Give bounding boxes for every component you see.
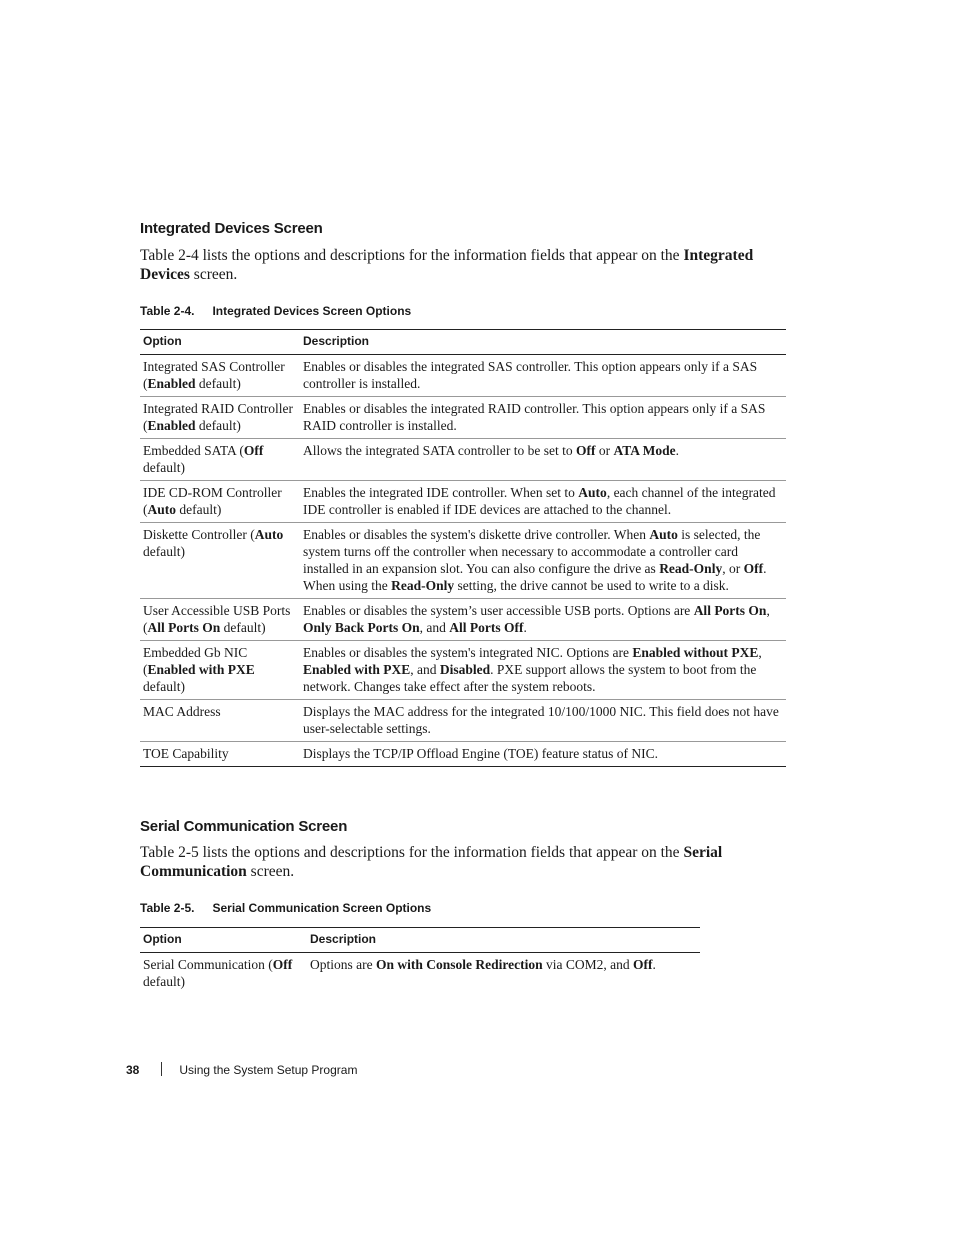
description-cell: Enables or disables the integrated RAID controller. This option appears only if a SAS RAID controller is installed.: [300, 397, 786, 439]
description-cell: Enables or disables the system’s user accessible USB ports. Options are All Ports On, Only Back Ports On, and All Ports Off.: [300, 599, 786, 641]
table-row: [140, 481, 786, 523]
option-cell: User Accessible USB Ports (All Ports On default): [140, 599, 300, 641]
section-heading-integrated-devices: Integrated Devices Screen: [140, 220, 323, 237]
page-footer: [126, 1062, 357, 1077]
section-heading-serial-communication: Serial Communication Screen: [140, 818, 348, 835]
chapter-title: Using the System Setup Program: [179, 1063, 358, 1077]
description-cell: Displays the MAC address for the integrated 10/100/1000 NIC. This field does not have user-selectable settings.: [300, 700, 786, 742]
option-cell: MAC Address: [140, 700, 300, 742]
table-row: [140, 953, 700, 995]
description-cell: Enables or disables the system's integrated NIC. Options are Enabled without PXE, Enabled with PXE, and Disabled. PXE support allows the system to boot from the network. Changes take effect after the system reboots.: [300, 641, 786, 700]
page-number: 38: [126, 1063, 140, 1077]
serial-communication-table: [140, 927, 700, 994]
table-header-row: [140, 330, 786, 355]
section-intro-serial-communication: Table 2-5 lists the options and descriptions for the information fields that appear on the Serial Communication screen.: [140, 844, 723, 880]
table-caption: Table 2-4. Integrated Devices Screen Options: [140, 304, 412, 318]
table-row: [140, 742, 786, 767]
column-header-option: Option: [140, 330, 300, 355]
table-row: [140, 599, 786, 641]
description-cell: Allows the integrated SATA controller to be set to Off or ATA Mode.: [300, 439, 786, 481]
option-cell: TOE Capability: [140, 742, 300, 767]
table-row: [140, 439, 786, 481]
description-cell: Enables or disables the system's diskette drive controller. When Auto is selected, the system turns off the controller when necessary to accommodate a controller card installed in an expansion slot. You can also configure the drive as Read-Only, or Off. When using the Read-Only setting, the drive cannot be used to write to a disk.: [300, 523, 786, 599]
footer-divider: [161, 1062, 162, 1076]
column-header-description: Description: [307, 928, 700, 953]
column-header-description: Description: [300, 330, 786, 355]
table-body: [140, 355, 786, 767]
table-caption: Table 2-5. Serial Communication Screen Options: [140, 901, 432, 915]
table-row: [140, 641, 786, 700]
integrated-devices-table: [140, 329, 786, 767]
option-cell: Integrated SAS Controller (Enabled default): [140, 355, 300, 397]
description-cell: Displays the TCP/IP Offload Engine (TOE) feature status of NIC.: [300, 742, 786, 767]
table-body: [140, 953, 700, 995]
option-cell: Diskette Controller (Auto default): [140, 523, 300, 599]
option-cell: Embedded SATA (Off default): [140, 439, 300, 481]
table-row: [140, 355, 786, 397]
description-cell: Options are On with Console Redirection via COM2, and Off.: [310, 957, 656, 972]
option-cell: Integrated RAID Controller (Enabled default): [140, 397, 300, 439]
table-header-row: [140, 928, 700, 953]
option-cell: Serial Communication (Off default): [143, 957, 293, 989]
table-row: [140, 700, 786, 742]
table-row: [140, 523, 786, 599]
section-intro-integrated-devices: Table 2-4 lists the options and descriptions for the information fields that appear on the Integrated Devices screen.: [140, 247, 754, 283]
option-cell: IDE CD-ROM Controller (Auto default): [140, 481, 300, 523]
column-header-option: Option: [140, 928, 307, 953]
option-cell: Embedded Gb NIC (Enabled with PXE default): [140, 641, 300, 700]
table-row: [140, 397, 786, 439]
description-cell: Enables or disables the integrated SAS controller. This option appears only if a SAS controller is installed.: [300, 355, 786, 397]
description-cell: Enables the integrated IDE controller. When set to Auto, each channel of the integrated IDE controller is enabled if IDE devices are attached to the channel.: [300, 481, 786, 523]
